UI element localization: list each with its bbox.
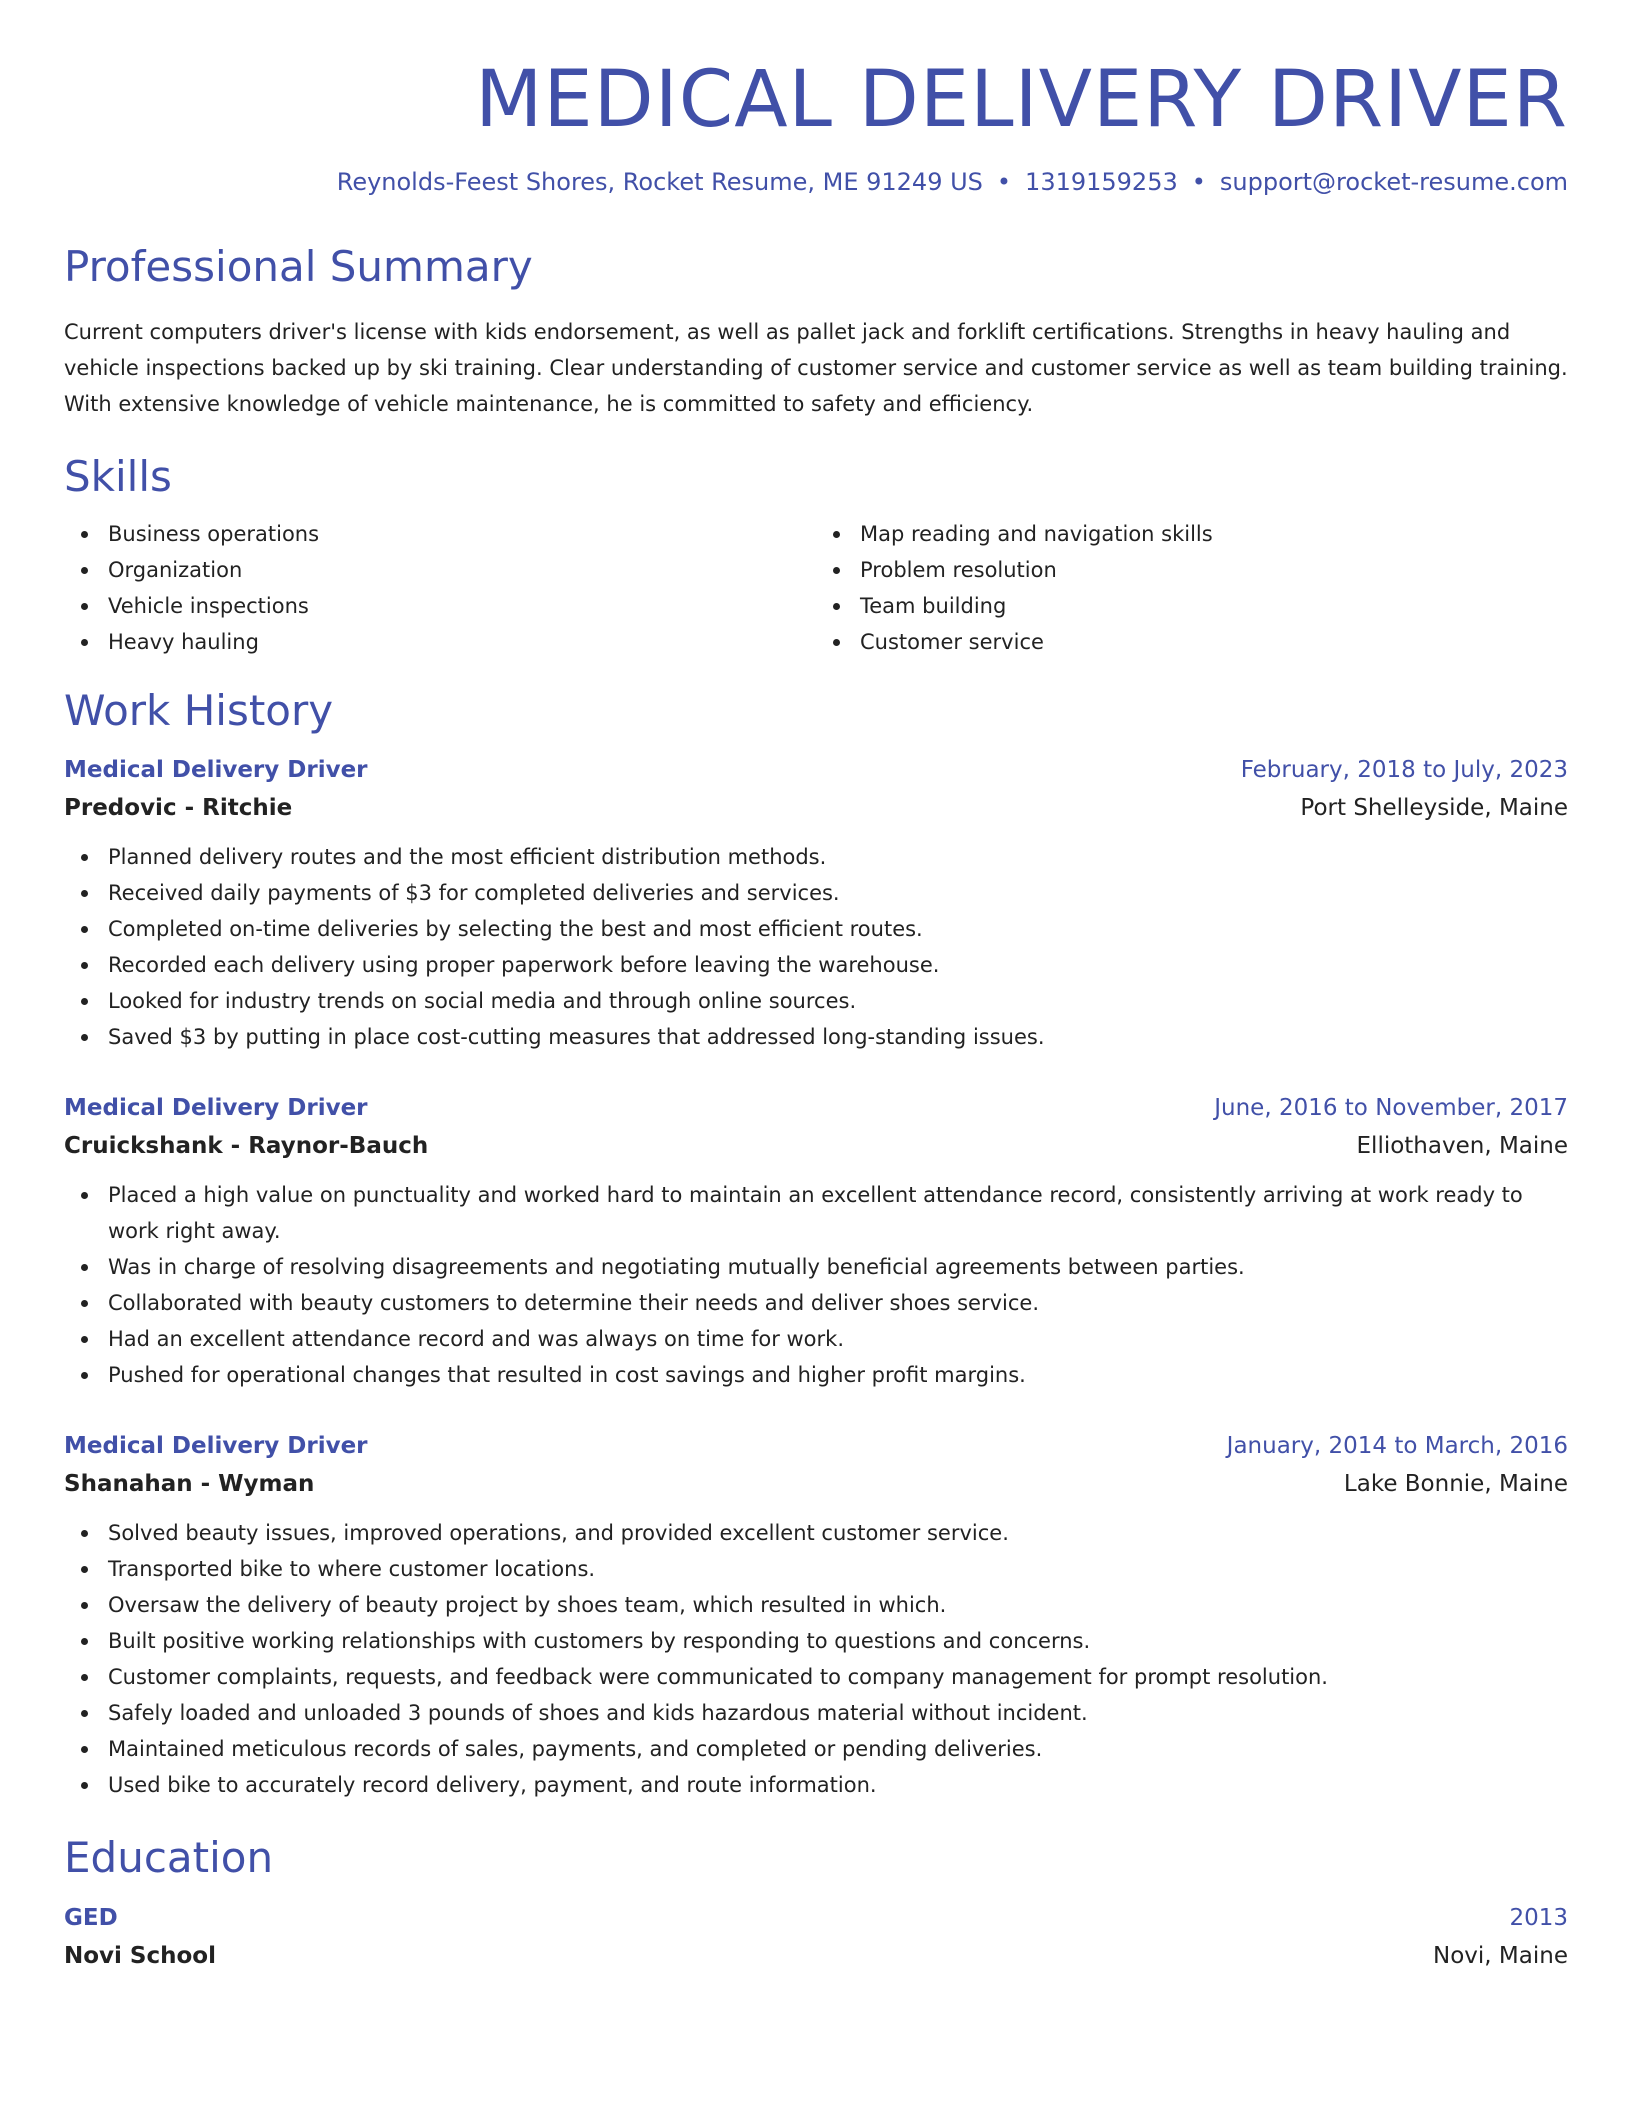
job-bullet: Completed on-time deliveries by selecting the best and most efficient routes.: [108, 911, 1568, 947]
contact-separator: •: [1191, 167, 1206, 196]
job-bullet: Maintained meticulous records of sales, payments, and completed or pending deliveries.: [108, 1731, 1568, 1767]
summary-heading: Professional Summary: [64, 241, 533, 291]
job-bullet: Oversaw the delivery of beauty project by shoes team, which resulted in which.: [108, 1587, 1568, 1623]
contact-phone: 1319159253: [1025, 167, 1178, 196]
resume-header: [64, 0, 1568, 196]
skills-grid: [64, 516, 1568, 660]
education-degree: GED: [64, 1905, 118, 1932]
job-entry: [64, 1427, 1568, 1803]
work-history-section: [64, 686, 1568, 1802]
job-company: Cruickshank - Raynor-Bauch: [64, 1132, 429, 1159]
job-bullet: Transported bike to where customer locations.: [108, 1551, 1568, 1587]
skills-left-column: [64, 516, 816, 660]
skills-right-column: [816, 516, 1568, 660]
skill-item: Business operations: [108, 516, 816, 552]
job-dates: June, 2016 to November, 2017: [1214, 1094, 1568, 1121]
job-bullet: Recorded each delivery using proper paperwork before leaving the warehouse.: [108, 947, 1568, 983]
job-company-row: [64, 1465, 1568, 1503]
job-entry: [64, 751, 1568, 1055]
contact-line: [64, 168, 1568, 196]
job-title: Medical Delivery Driver: [64, 756, 368, 783]
job-entry: [64, 1089, 1568, 1393]
job-dates: January, 2014 to March, 2016: [1226, 1432, 1568, 1459]
job-dates: February, 2018 to July, 2023: [1240, 756, 1568, 783]
education-school: Novi School: [64, 1943, 216, 1970]
skill-item: Map reading and navigation skills: [860, 516, 1568, 552]
job-bullet: Built positive working relationships with customers by responding to questions and concerns.: [108, 1623, 1568, 1659]
candidate-title: MEDICAL DELIVERY DRIVER: [475, 55, 1568, 145]
job-bullet: Pushed for operational changes that resulted in cost savings and higher profit margins.: [108, 1357, 1568, 1393]
job-title-row: [64, 1427, 1568, 1465]
skill-item: Vehicle inspections: [108, 588, 816, 624]
job-bullet: Planned delivery routes and the most efficient distribution methods.: [108, 839, 1568, 875]
education-entry: [64, 1899, 1568, 1975]
work-history-heading: Work History: [64, 686, 334, 736]
contact-email: support@rocket-resume.com: [1219, 167, 1568, 196]
job-company: Predovic - Ritchie: [64, 794, 293, 821]
job-title: Medical Delivery Driver: [64, 1432, 368, 1459]
education-section: [64, 1833, 1568, 1975]
summary-section: [64, 242, 1568, 422]
education-location: Novi, Maine: [1433, 1943, 1568, 1970]
job-bullet: Saved $3 by putting in place cost-cutting measures that addressed long-standing issues.: [108, 1019, 1568, 1055]
education-degree-row: [64, 1899, 1568, 1937]
job-bullet: Looked for industry trends on social media and through online sources.: [108, 983, 1568, 1019]
job-location: Port Shelleyside, Maine: [1300, 794, 1568, 821]
job-bullet: Customer complaints, requests, and feedback were communicated to company management for prompt resolution.: [108, 1659, 1568, 1695]
job-bullet: Had an excellent attendance record and was always on time for work.: [108, 1321, 1568, 1357]
education-year: 2013: [1509, 1905, 1568, 1932]
job-bullet: Used bike to accurately record delivery, payment, and route information.: [108, 1767, 1568, 1803]
education-school-row: [64, 1937, 1568, 1975]
contact-separator: •: [996, 167, 1012, 196]
job-location: Elliothaven, Maine: [1356, 1132, 1568, 1159]
job-bullet: Safely loaded and unloaded 3 pounds of shoes and kids hazardous material without incident.: [108, 1695, 1568, 1731]
job-company-row: [64, 789, 1568, 827]
skill-item: Customer service: [860, 624, 1568, 660]
skill-item: Problem resolution: [860, 552, 1568, 588]
job-title-row: [64, 751, 1568, 789]
job-bullets: [64, 1515, 1568, 1803]
skills-section: [64, 452, 1568, 660]
job-title: Medical Delivery Driver: [64, 1094, 368, 1121]
job-bullet: Solved beauty issues, improved operations, and provided excellent customer service.: [108, 1515, 1568, 1551]
job-title-row: [64, 1089, 1568, 1127]
job-bullets: [64, 1177, 1568, 1393]
job-location: Lake Bonnie, Maine: [1343, 1470, 1568, 1497]
summary-text: Current computers driver's license with kids endorsement, as well as pallet jack and forklift certifications. Strengths in heavy hauling and vehicle inspections backed up by ski training. Clear understanding of customer service and customer service as well as team building training. With extensive knowledge of vehicle maintenance, he is committed to safety and efficiency.: [64, 320, 1568, 417]
skill-item: Heavy hauling: [108, 624, 816, 660]
skills-heading: Skills: [64, 452, 172, 502]
contact-address: Reynolds-Feest Shores, Rocket Resume, ME 91249 US: [336, 167, 983, 196]
skill-item: Team building: [860, 588, 1568, 624]
job-bullet: Placed a high value on punctuality and worked hard to maintain an excellent attendance record, consistently arriving at work ready to work right away.: [108, 1177, 1568, 1249]
job-company: Shanahan - Wyman: [64, 1470, 315, 1497]
job-bullets: [64, 839, 1568, 1055]
skill-item: Organization: [108, 552, 816, 588]
job-bullet: Collaborated with beauty customers to determine their needs and deliver shoes service.: [108, 1285, 1568, 1321]
job-company-row: [64, 1127, 1568, 1165]
education-heading: Education: [64, 1832, 274, 1882]
job-bullet: Received daily payments of $3 for completed deliveries and services.: [108, 875, 1568, 911]
job-bullet: Was in charge of resolving disagreements and negotiating mutually beneficial agreements between parties.: [108, 1249, 1568, 1285]
